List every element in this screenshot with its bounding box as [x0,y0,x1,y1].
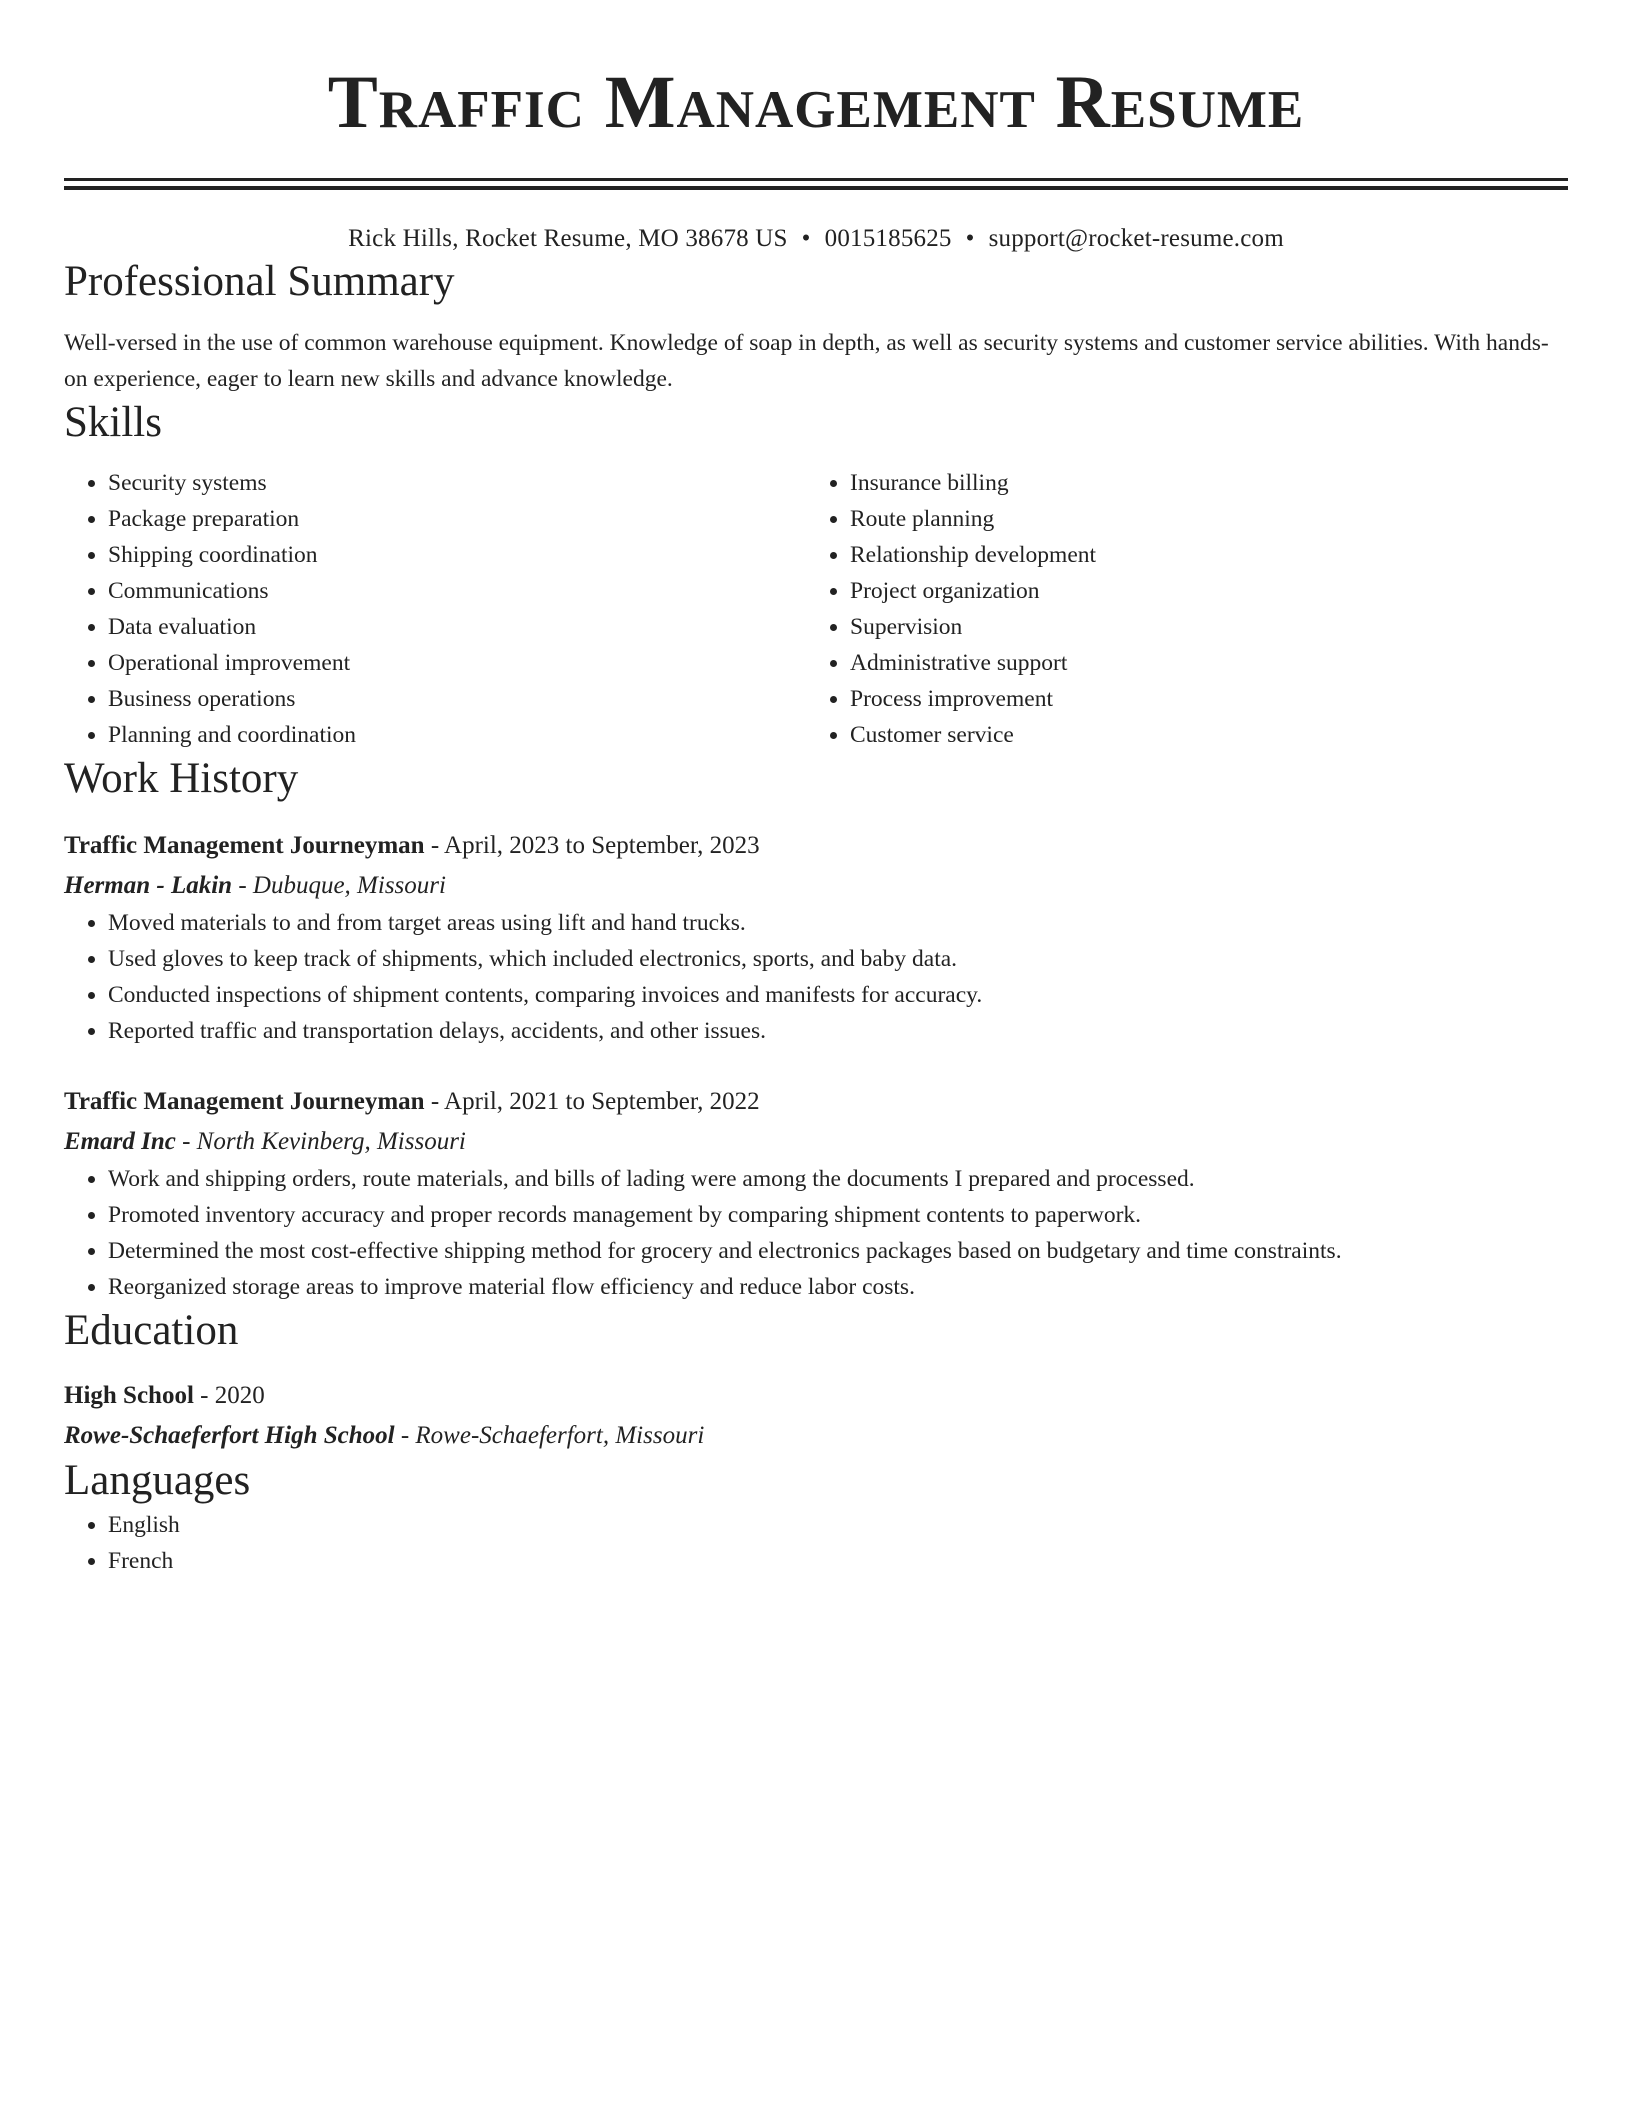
job-dates: - April, 2021 to September, 2022 [424,1088,760,1115]
education-degree-line [64,1377,1568,1415]
skill-item: • Shipping coordination [108,537,806,573]
education-school-line [64,1417,1568,1455]
job-company-line [64,1123,1568,1161]
skill-item: • Operational improvement [108,645,806,681]
contact-separator: • [965,225,975,252]
skill-item: • Security systems [108,465,806,501]
skill-item: • Planning and coordination [108,717,806,753]
job-company: Emard Inc [64,1128,176,1155]
skill-item: • Business operations [108,681,806,717]
job-company-line [64,867,1568,905]
job-bullet: • Used gloves to keep track of shipments, which included electronics, sports, and baby data. [108,941,1568,977]
section-heading-education: Education [64,1307,239,1354]
skills-list-left [64,465,806,753]
skill-item: • Package preparation [108,501,806,537]
language-item: • French [108,1543,1568,1579]
languages-list [64,1507,1568,1579]
skills-list-right [806,465,1548,753]
skill-item: • Route planning [850,501,1548,537]
job-title: Traffic Management Journeyman [64,832,425,859]
education-degree: High School [64,1382,194,1409]
education-school: Rowe-Schaeferfort High School [64,1422,395,1449]
job-bullet: • Reported traffic and transportation delays, accidents, and other issues. [108,1013,1568,1049]
job-bullet: • Determined the most cost-effective shipping method for grocery and electronics packages based on budgetary and time constraints. [108,1233,1568,1269]
job-entry [64,1083,1568,1305]
job-bullet: • Work and shipping orders, route materials, and bills of lading were among the documents I prepared and processed. [108,1161,1568,1197]
job-bullet: • Conducted inspections of shipment contents, comparing invoices and manifests for accuracy. [108,977,1568,1013]
skills-columns [64,465,1568,753]
job-company: Herman - Lakin [64,872,233,899]
job-bullet: • Reorganized storage areas to improve material flow efficiency and reduce labor costs. [108,1269,1568,1305]
job-bullet: • Moved materials to and from target areas using lift and hand trucks. [108,905,1568,941]
section-heading-summary: Professional Summary [64,258,455,305]
skill-item: • Insurance billing [850,465,1548,501]
job-location: - North Kevinberg, Missouri [175,1128,466,1155]
contact-email: support@rocket-resume.com [988,225,1284,252]
section-heading-languages: Languages [64,1457,251,1504]
resume-title: Traffic Management Resume [327,61,1305,144]
skill-item: • Administrative support [850,645,1548,681]
job-bullets [64,905,1568,1049]
job-title: Traffic Management Journeyman [64,1088,425,1115]
skill-item: • Process improvement [850,681,1548,717]
section-heading-work-history: Work History [64,755,299,802]
contact-phone: 0015185625 [824,225,952,252]
skill-item: • Supervision [850,609,1548,645]
job-bullet: • Promoted inventory accuracy and proper records management by comparing shipment contents to paperwork. [108,1197,1568,1233]
summary-text: Well-versed in the use of common warehouse equipment. Knowledge of soap in depth, as well as security systems and customer service abilities. With hands-on experience, eager to learn new skills and advance knowledge. [64,330,1549,392]
language-item: • English [108,1507,1568,1543]
job-dates: - April, 2023 to September, 2023 [424,832,760,859]
job-bullets [64,1161,1568,1305]
job-title-line [64,827,1568,865]
section-heading-skills: Skills [64,399,162,446]
education-entry [64,1377,1568,1455]
skill-item: • Customer service [850,717,1548,753]
title-divider [64,178,1568,190]
education-location: - Rowe-Schaeferfort, Missouri [394,1422,705,1449]
contact-line [64,222,1568,256]
job-title-line [64,1083,1568,1121]
skill-item: • Communications [108,573,806,609]
skill-item: • Relationship development [850,537,1548,573]
skill-item: • Project organization [850,573,1548,609]
job-entry [64,827,1568,1049]
contact-separator: • [801,225,811,252]
education-year: - 2020 [193,1382,265,1409]
job-location: - Dubuque, Missouri [232,872,446,899]
contact-address: Rick Hills, Rocket Resume, MO 38678 US [348,225,788,252]
skill-item: • Data evaluation [108,609,806,645]
